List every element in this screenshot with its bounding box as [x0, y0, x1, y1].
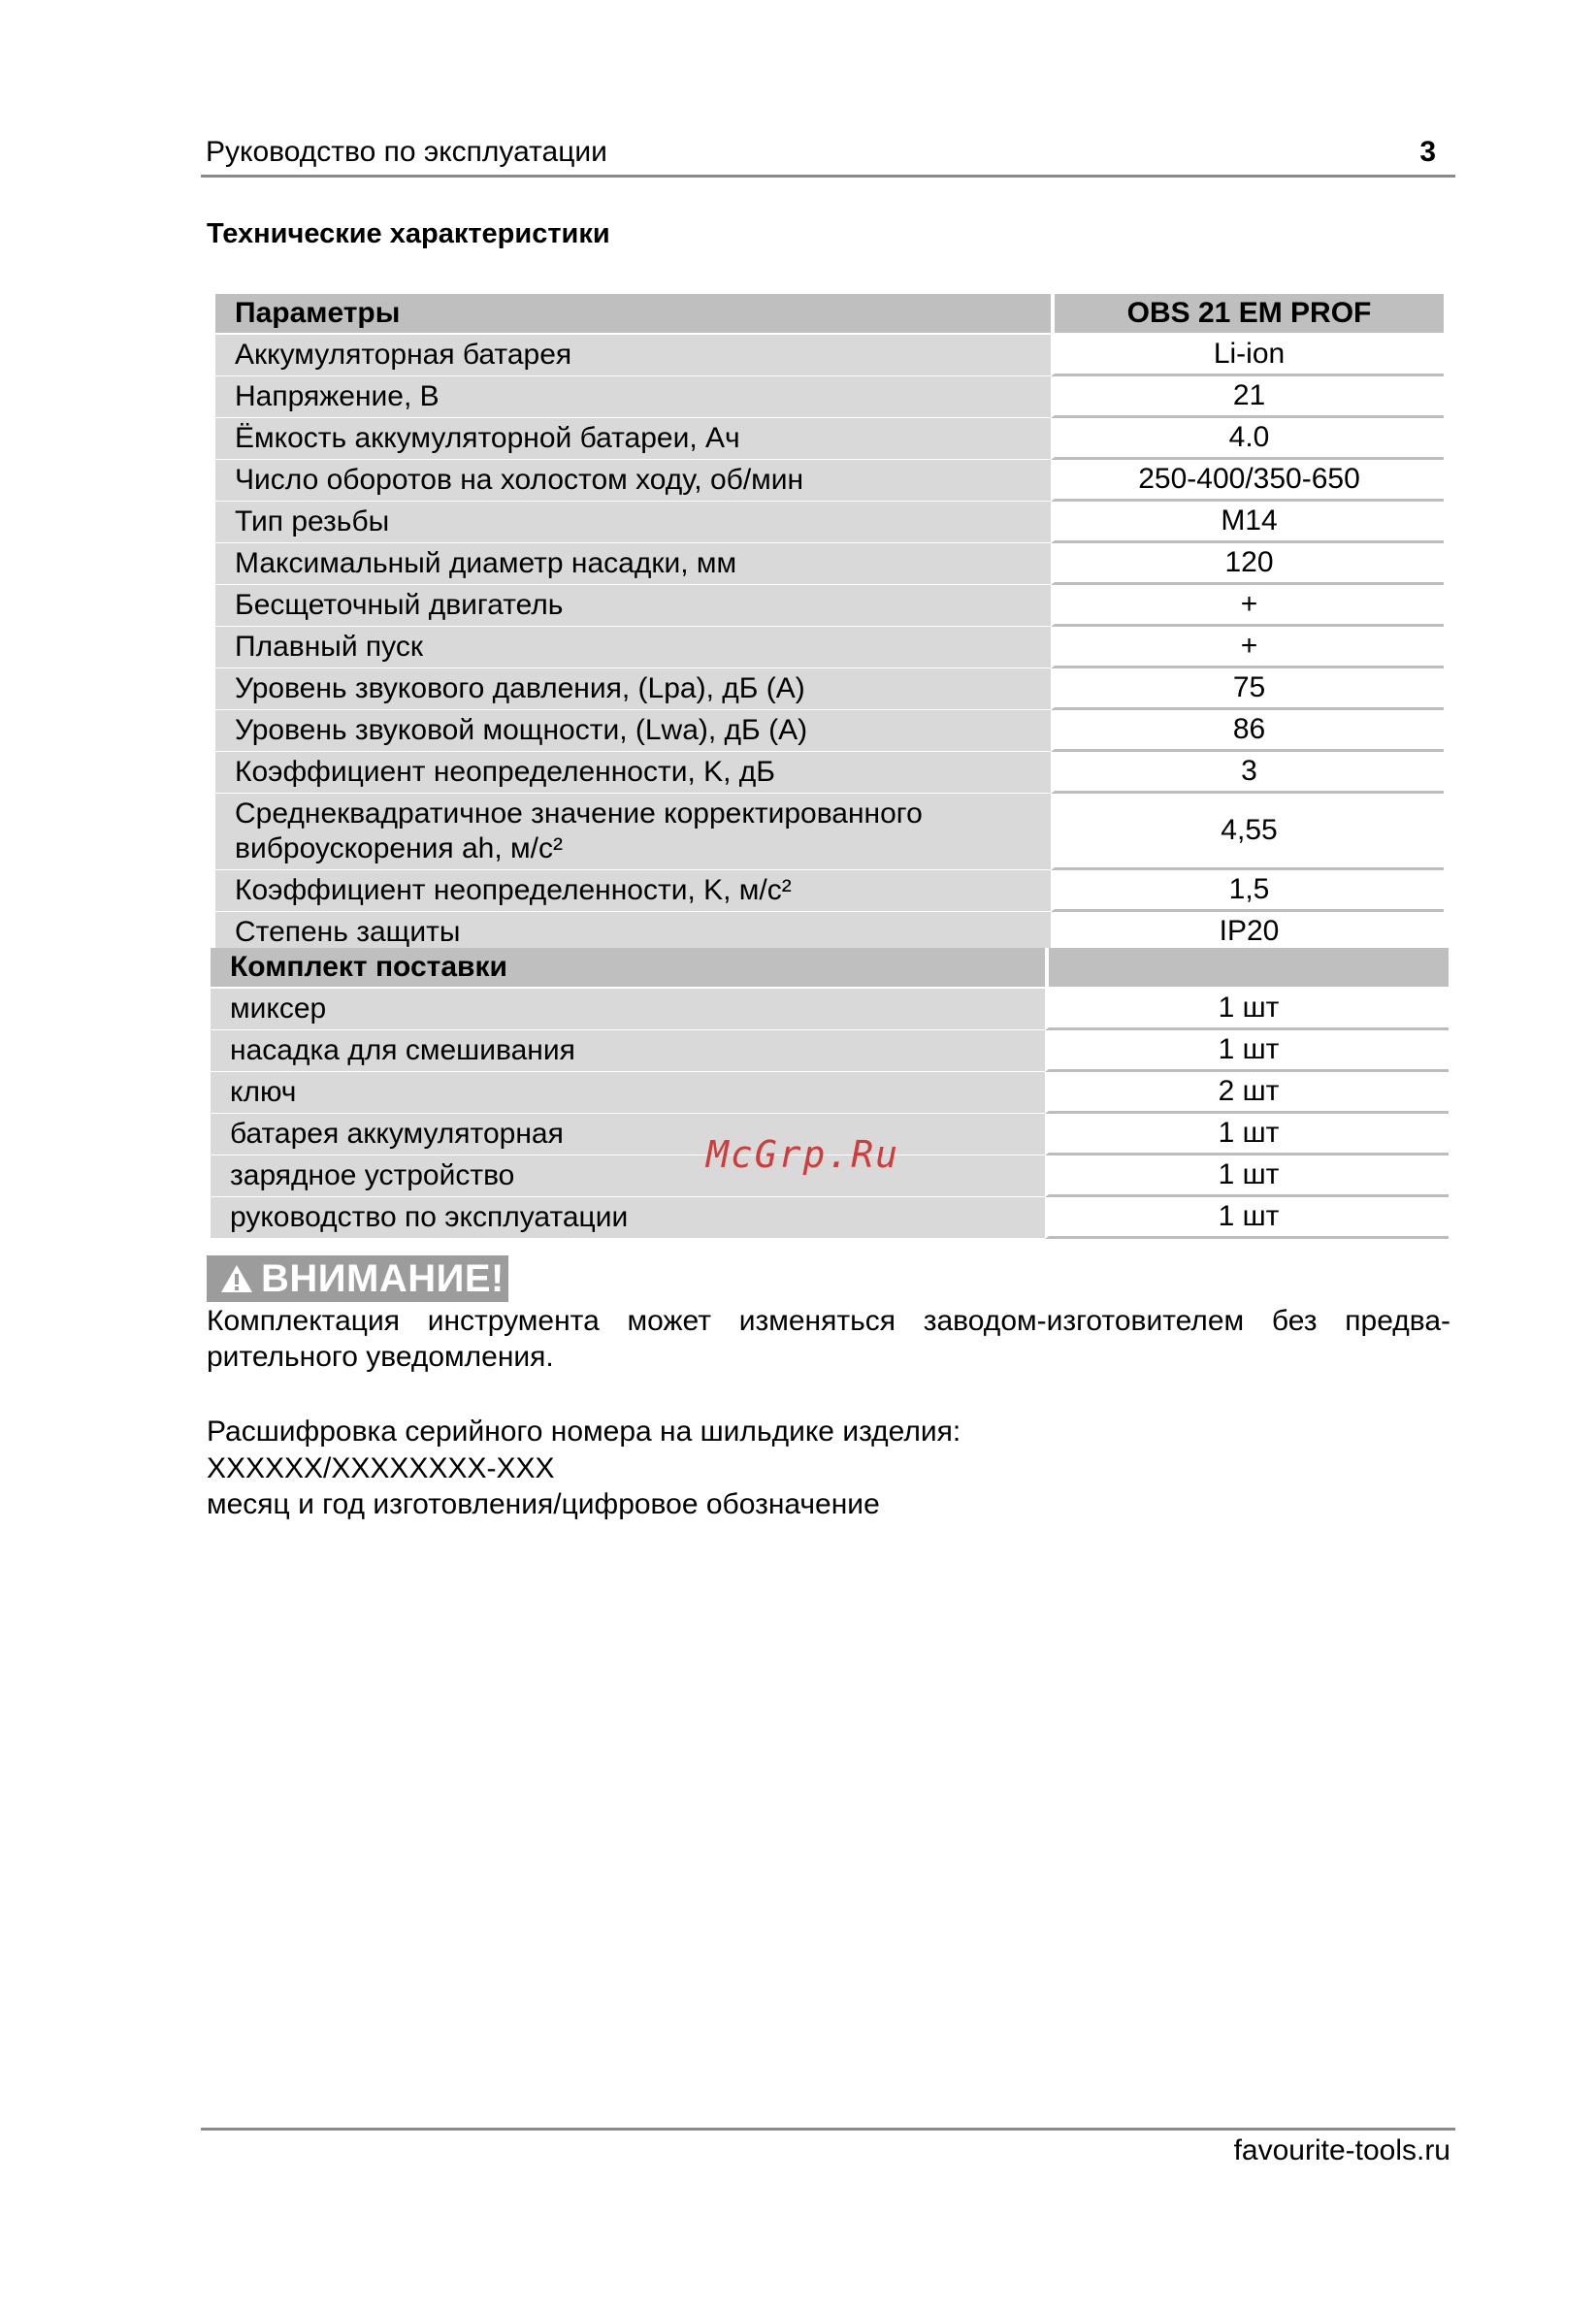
kit-item-label: руководство по эксплуатации	[211, 1197, 1045, 1239]
spec-label: Уровень звукового давления, (Lpa), дБ (A)	[215, 668, 1051, 710]
kit-item-qty: 1 шт	[1045, 1197, 1449, 1239]
table-row	[215, 668, 1444, 710]
spec-label: Число оборотов на холостом ходу, об/мин	[215, 460, 1051, 502]
kit-item-qty: 2 шт	[1045, 1072, 1449, 1114]
table-row	[215, 543, 1444, 585]
spec-label: Коэффициент неопределенности, K, м/с²	[215, 870, 1051, 912]
specs-table	[215, 294, 1444, 954]
table-row	[215, 376, 1444, 418]
kit-header-label: Комплект поставки	[211, 948, 1045, 989]
table-row	[215, 335, 1444, 376]
spec-value: IP20	[1051, 912, 1444, 954]
specs-header-label: Параметры	[215, 294, 1051, 335]
table-row	[211, 989, 1449, 1030]
spec-value: 250-400/350-650	[1051, 460, 1444, 502]
warning-text: Комплектация инструмента может изменяться заводом-изготовителем без предва-рительного уведомления.	[207, 1305, 1450, 1373]
specs-header-row	[215, 294, 1444, 335]
spec-label: Ёмкость аккумуляторной батареи, Ач	[215, 418, 1051, 460]
table-row	[215, 870, 1444, 912]
warning-triangle-icon	[218, 1260, 255, 1297]
kit-item-label: насадка для смешивания	[211, 1030, 1045, 1072]
header-rule	[201, 175, 1455, 178]
warning-badge	[207, 1255, 508, 1302]
footer-site: favourite-tools.ru	[1233, 2134, 1450, 2166]
table-row	[215, 627, 1444, 668]
kit-item-label: ключ	[211, 1072, 1045, 1114]
spec-label: Бесщеточный двигатель	[215, 585, 1051, 627]
kit-item-qty: 1 шт	[1045, 1156, 1449, 1197]
table-row	[215, 585, 1444, 627]
kit-item-label: зарядное устройство	[211, 1156, 1045, 1197]
page-number: 3	[1419, 136, 1436, 168]
serial-description: месяц и год изготовления/цифровое обозначение	[207, 1488, 880, 1520]
spec-value: 4,55	[1051, 794, 1444, 870]
spec-label: Тип резьбы	[215, 502, 1051, 543]
footer-rule	[201, 2128, 1455, 2131]
spec-label: Степень защиты	[215, 912, 1051, 954]
spec-label: Аккумуляторная батарея	[215, 335, 1051, 376]
spec-value: 86	[1051, 710, 1444, 752]
table-row	[215, 460, 1444, 502]
header-title: Руководство по эксплуатации	[206, 136, 607, 168]
table-row	[215, 502, 1444, 543]
kit-header-value	[1045, 948, 1449, 989]
spec-label: Коэффициент неопределенности, K, дБ	[215, 752, 1051, 794]
kit-item-qty: 1 шт	[1045, 1030, 1449, 1072]
table-row	[215, 752, 1444, 794]
spec-value: 1,5	[1051, 870, 1444, 912]
kit-item-label: батарея аккумуляторная	[211, 1114, 1045, 1156]
kit-item-qty: 1 шт	[1045, 1114, 1449, 1156]
serial-format: XXXXXX/XXXXXXXX-XXX	[207, 1452, 555, 1484]
table-row	[211, 1030, 1449, 1072]
specs-header-model: OBS 21 EM PROF	[1051, 294, 1444, 335]
spec-value: 21	[1051, 376, 1444, 418]
spec-label: Максимальный диаметр насадки, мм	[215, 543, 1051, 585]
spec-value: 3	[1051, 752, 1444, 794]
serial-title: Расшифровка серийного номера на шильдике изделия:	[207, 1416, 961, 1448]
spec-label: Плавный пуск	[215, 627, 1051, 668]
spec-value: M14	[1051, 502, 1444, 543]
spec-value: 120	[1051, 543, 1444, 585]
spec-label: Уровень звуковой мощности, (Lwa), дБ (A)	[215, 710, 1051, 752]
warning-label: ВНИМАНИЕ!	[261, 1256, 505, 1300]
kit-item-qty: 1 шт	[1045, 989, 1449, 1030]
spec-value: 75	[1051, 668, 1444, 710]
spec-value: Li-ion	[1051, 335, 1444, 376]
kit-table	[211, 948, 1449, 1239]
table-row	[211, 1072, 1449, 1114]
spec-value: 4.0	[1051, 418, 1444, 460]
table-row	[211, 1197, 1449, 1239]
watermark: McGrp.Ru	[706, 1133, 900, 1176]
spec-label: Напряжение, В	[215, 376, 1051, 418]
spec-value: +	[1051, 627, 1444, 668]
spec-label: Среднеквадратичное значение корректированного виброускорения ah, м/с²	[215, 794, 1051, 870]
table-row	[215, 418, 1444, 460]
kit-item-label: миксер	[211, 989, 1045, 1030]
table-row	[215, 710, 1444, 752]
kit-header-row	[211, 948, 1449, 989]
spec-value: +	[1051, 585, 1444, 627]
section-title: Технические характеристики	[207, 218, 610, 249]
table-row	[215, 794, 1444, 870]
